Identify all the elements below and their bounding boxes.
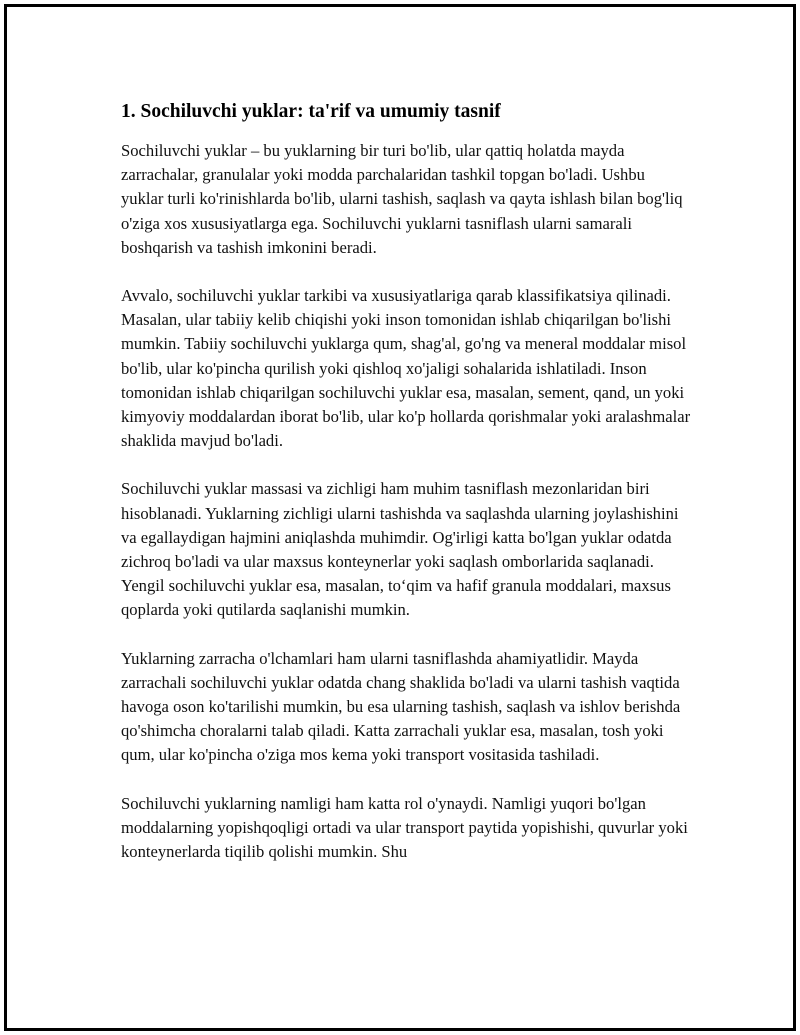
- document-page: [4, 4, 796, 1031]
- paragraph-density: Sochiluvchi yuklar massasi va zichligi ham muhim tasniflash mezonlaridan biri hisoblanadi. Yuklarning zichligi ularni tashishda va saqlashda ularning joylashishini va egallaydigan hajmini aniqlashda muhimdir. Og'irligi katta bo'lgan yuklar odatda zichroq bo'ladi va ular maxsus konteynerlar yoki saqlash omborlarida saqlanadi. Yengil sochiluvchi yuklar esa, masalan, to‘qim va hafif granula moddalari, maxsus qoplarda yoki qutilarda saqlanishi mumkin.: [121, 479, 679, 620]
- document-body: [121, 99, 691, 888]
- paragraph-particle-size: Yuklarning zarracha o'lchamlari ham ularni tasniflashda ahamiyatlidir. Mayda zarrachali sochiluvchi yuklar odatda chang shaklida bo'ladi va ularni tashish vaqtida havoga oson ko'tarilishi mumkin, bu esa ularning tashish, saqlash va ishlov berishda qo'shimcha choralarni talab qiladi. Katta zarrachali yuklar esa, masalan, tosh yoki qum, ular ko'pincha o'ziga mos kema yoki transport vositasida tashiladi.: [121, 648, 681, 765]
- paragraph-moisture: Sochiluvchi yuklarning namligi ham katta rol o'ynaydi. Namligi yuqori bo'lgan moddalarning yopishqoqligi ortadi va ular transport paytida yopishishi, quvurlar yoki konteynerlarda tiqilib qolishi mumkin. Shu: [121, 793, 688, 862]
- paragraph-classification: Avvalo, sochiluvchi yuklar tarkibi va xususiyatlariga qarab klassifikatsiya qilinadi. Masalan, ular tabiiy kelib chiqishi yoki inson tomonidan ishlab chiqarilgan bo'lishi mumkin. Tabiiy sochiluvchi yuklarga qum, shag'al, go'ng va meneral moddalar misol bo'lib, ular ko'pincha qurilish yoki qishloq xo'jaligi sohalarida ishlatiladi. Inson tomonidan ishlab chiqarilgan sochiluvchi yuklar esa, masalan, sement, qand, un yoki kimyoviy moddalardan iborat bo'lib, ular ko'p hollarda qorishmalar yoki aralashmalar shaklida mavjud bo'ladi.: [121, 286, 691, 451]
- paragraph-definition: Sochiluvchi yuklar – bu yuklarning bir turi bo'lib, ular qattiq holatda mayda zarrachalar, granulalar yoki modda parchalaridan tashkil topgan bo'ladi. Ushbu yuklar turli ko'rinishlarda bo'lib, ularni tashish, saqlash va qayta ishlash bilan bog'liq o'ziga xos xususiyatlarga ega. Sochiluvchi yuklarni tasniflash ularni samarali boshqarish va tashish imkonini beradi.: [121, 141, 683, 257]
- section-heading: 1. Sochiluvchi yuklar: ta'rif va umumiy tasnif: [121, 101, 501, 122]
